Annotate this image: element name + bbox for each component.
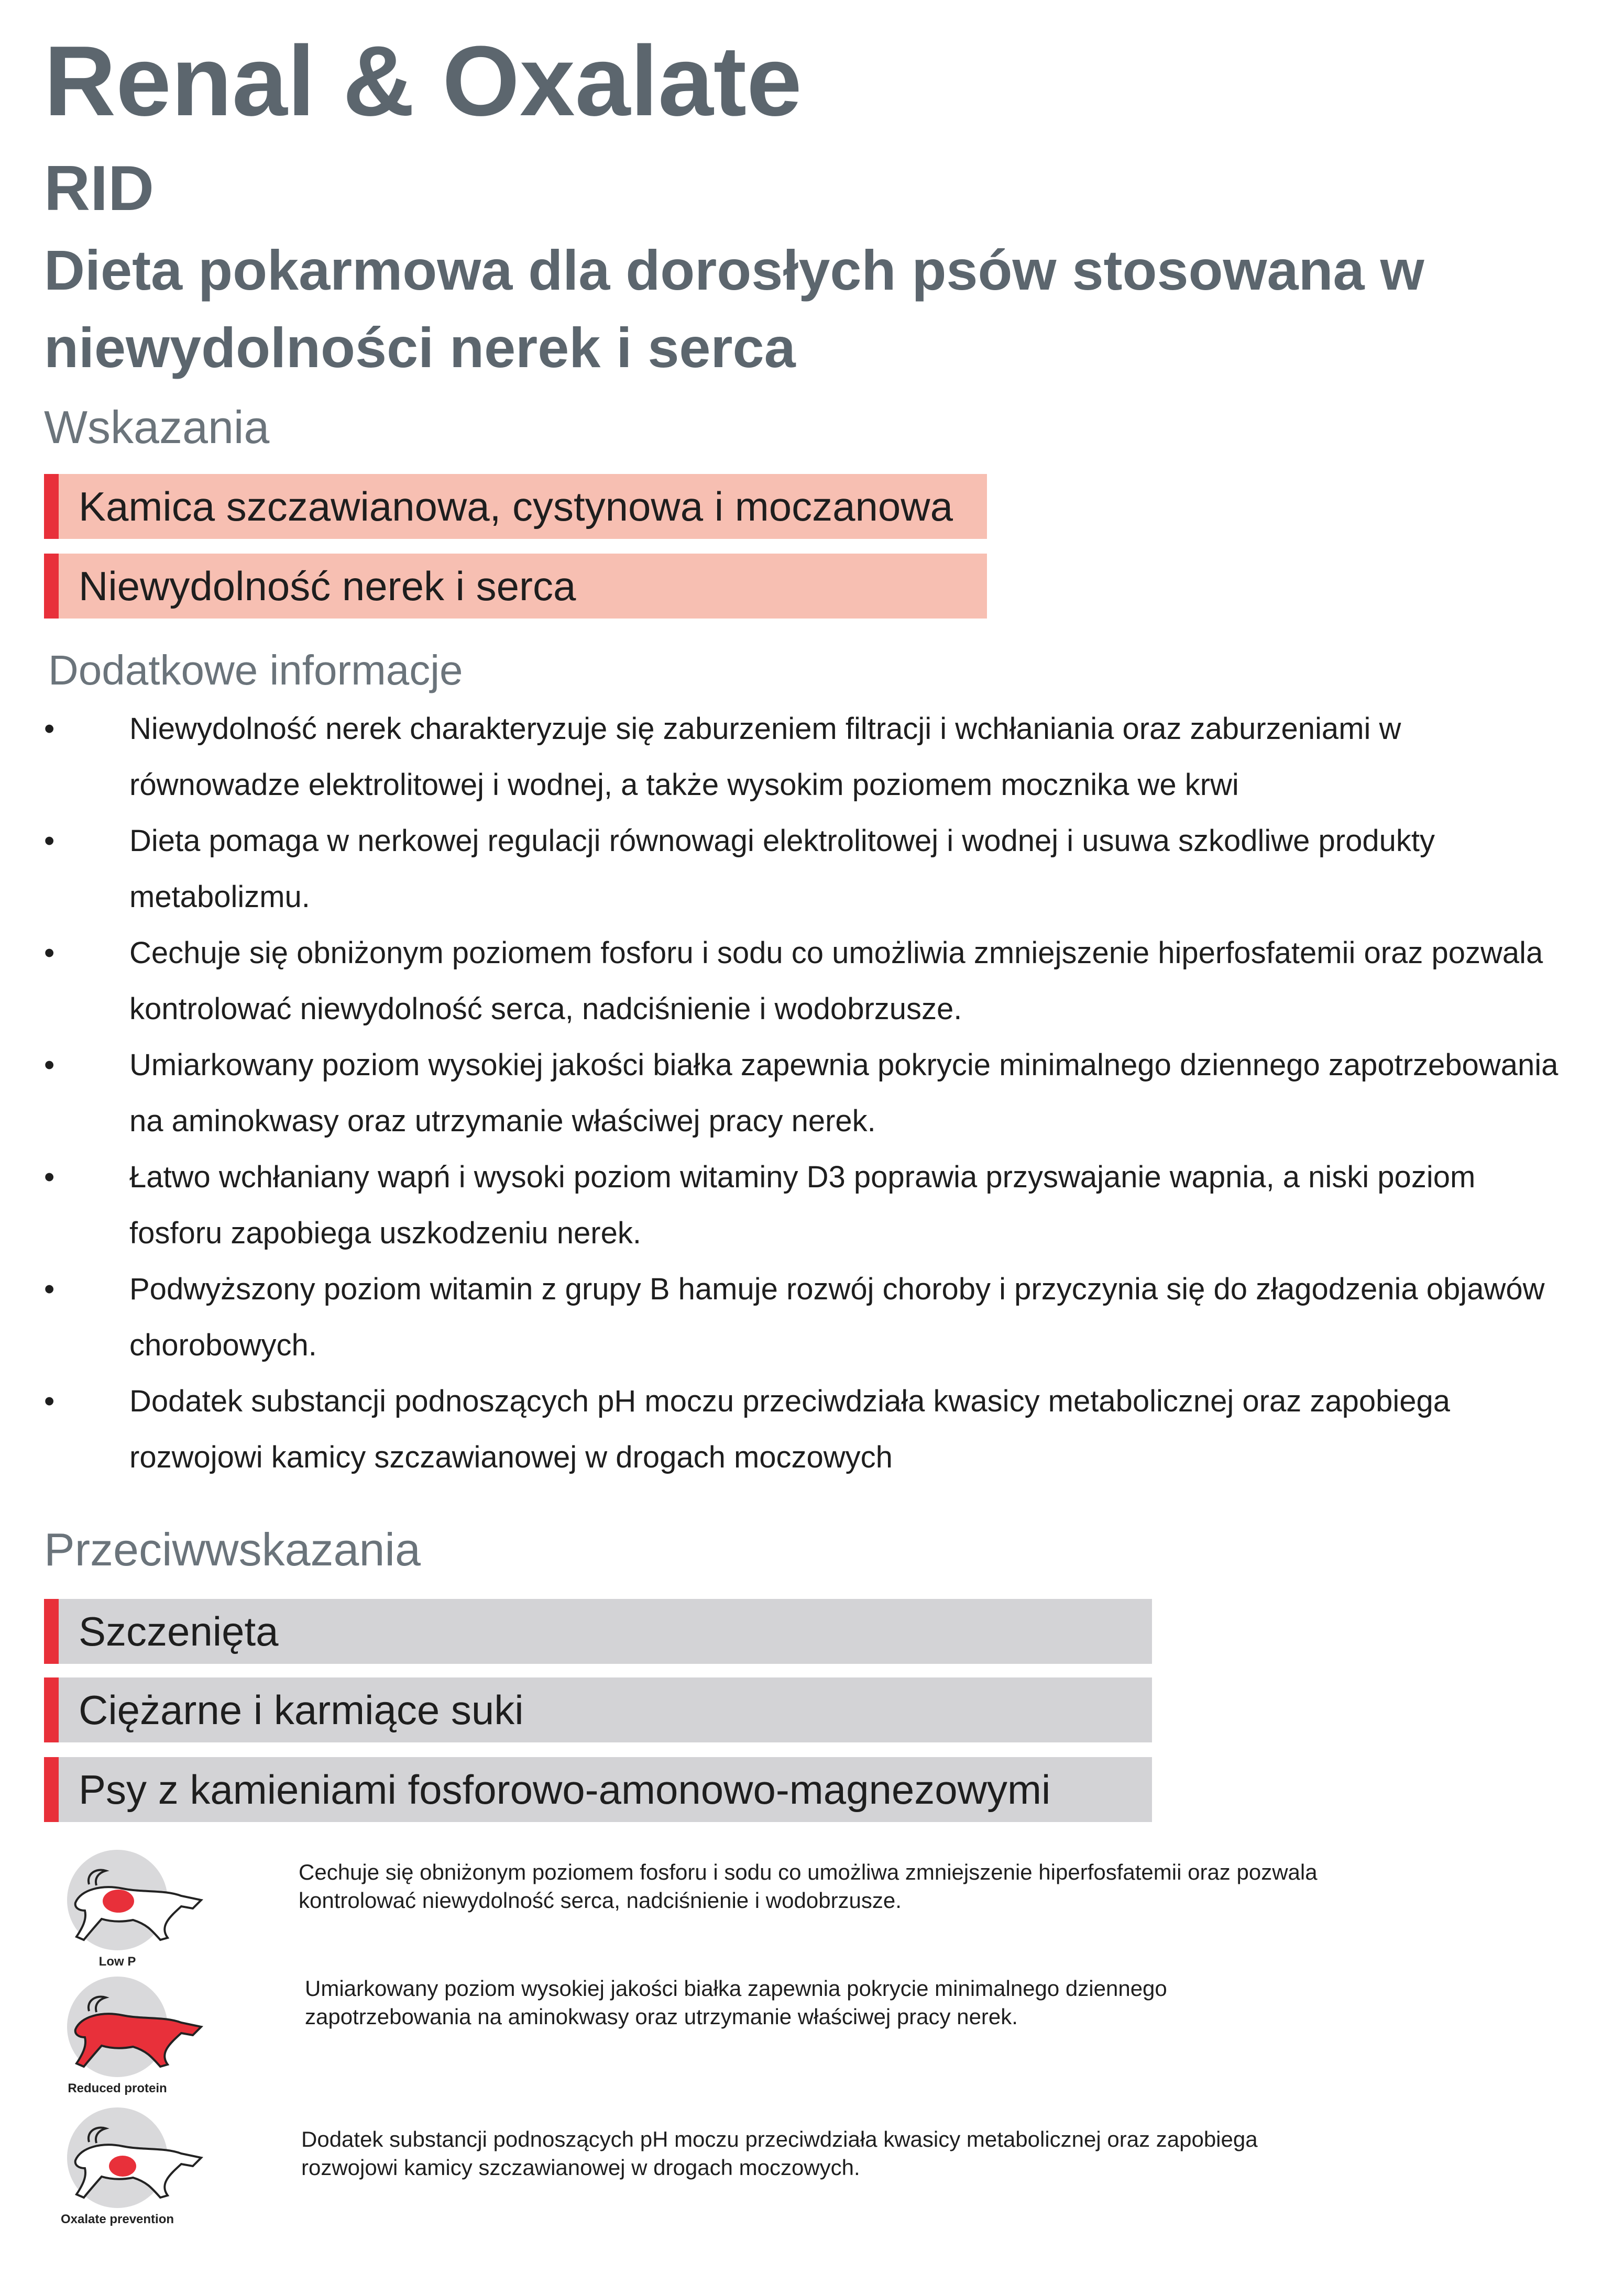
benefit-description: Cechuje się obniżonym poziomem fosforu i sodu co umożliwa zmniejszenie hiperfosfatemii oraz pozwala kontrolować niewydolność serca, nadciśnienie i wodobrzusze. (299, 1860, 1318, 1913)
contraindication-text: Psy z kamieniami fosforowo-amonowo-magnezowymi (79, 1766, 1051, 1813)
indication-item (44, 554, 987, 619)
list-item: • Łatwo wchłaniany wapń i wysoki poziom witaminy D3 poprawia przyswajanie wapnia, a niski poziom fosforu zapobiega uszkodzeniu nerek. (44, 1149, 1563, 1261)
benefit-icon-label: Oxalate prevention (60, 2212, 174, 2226)
contraindication-item (44, 1757, 1152, 1822)
list-item: • Dieta pomaga w nerkowej regulacji równowagi elektrolitowej i wodnej i usuwa szkodliwe produkty metabolizmu. (44, 813, 1563, 925)
product-subtitle: Dieta pokarmowa dla dorosłych psów stosowana w niewydolności nerek i serca (44, 238, 1424, 379)
list-item: • Podwyższony poziom witamin z grupy B hamuje rozwój choroby i przyczynia się do złagodzenia objawów chorobowych. (44, 1261, 1563, 1373)
accent-bar (44, 474, 59, 539)
product-code: RID (44, 152, 155, 224)
contraindications-heading: Przeciwwskazania (44, 1524, 421, 1575)
list-item: • Niewydolność nerek charakteryzuje się zaburzeniem filtracji i wchłaniania oraz zaburzeniami w równowadze elektrolitowej i wodnej, a także wysokim poziomem mocznika we krwi (44, 701, 1563, 813)
indications-heading: Wskazania (44, 401, 270, 453)
contraindication-text: Szczenięta (79, 1608, 279, 1654)
bullet-icon: • (44, 1272, 55, 1306)
indication-item (44, 474, 987, 539)
contraindication-item (44, 1677, 1152, 1742)
additional-info-list (44, 701, 1563, 1485)
benefit-description: Umiarkowany poziom wysokiej jakości białka zapewnia pokrycie minimalnego dziennego zapotrzebowania na aminokwasy oraz utrzymanie właściwej pracy nerek. (305, 1976, 1167, 2029)
accent-bar (44, 1757, 59, 1822)
benefit-icon-label: Low P (98, 1955, 136, 1969)
contraindication-item (44, 1599, 1152, 1664)
list-item: • Umiarkowany poziom wysokiej jakości białka zapewnia pokrycie minimalnego dziennego zapotrzebowania na aminokwasy oraz utrzymanie właściwej pracy nerek. (44, 1037, 1563, 1149)
list-item: • Dodatek substancji podnoszących pH moczu przeciwdziała kwasicy metabolicznej oraz zapobiega rozwojowi kamicy szczawianowej w drogach moczowych (44, 1373, 1563, 1485)
bullet-icon: • (44, 936, 55, 970)
reduced-protein-dog-icon (44, 1974, 206, 2096)
bullet-icon: • (44, 712, 55, 746)
accent-bar (44, 1599, 59, 1664)
bullet-icon: • (44, 1160, 55, 1194)
oxalate-prevention-dog-icon (44, 2105, 206, 2227)
additional-info-heading: Dodatkowe informacje (48, 647, 463, 693)
bullet-icon: • (44, 824, 55, 858)
contraindication-text: Ciężarne i karmiące suki (79, 1686, 524, 1733)
bullet-icon: • (44, 1048, 55, 1082)
low-phosphorus-dog-icon (44, 1848, 206, 1969)
indication-text: Kamica szczawianowa, cystynowa i moczanowa (79, 483, 953, 529)
benefit-icon-label: Reduced protein (68, 2081, 167, 2095)
bullet-icon: • (44, 1384, 55, 1418)
accent-bar (44, 1677, 59, 1742)
indication-text: Niewydolność nerek i serca (79, 562, 576, 609)
list-item: • Cechuje się obniżonym poziomem fosforu i sodu co umożliwia zmniejszenie hiperfosfatemii oraz pozwala kontrolować niewydolność serca, nadciśnienie i wodobrzusze. (44, 925, 1563, 1037)
benefit-description: Dodatek substancji podnoszących pH moczu przeciwdziała kwasicy metabolicznej oraz zapobiega rozwojowi kamicy szczawianowej w drogach moczowych. (301, 2127, 1258, 2180)
product-title: Renal & Oxalate (44, 26, 802, 137)
accent-bar (44, 554, 59, 619)
